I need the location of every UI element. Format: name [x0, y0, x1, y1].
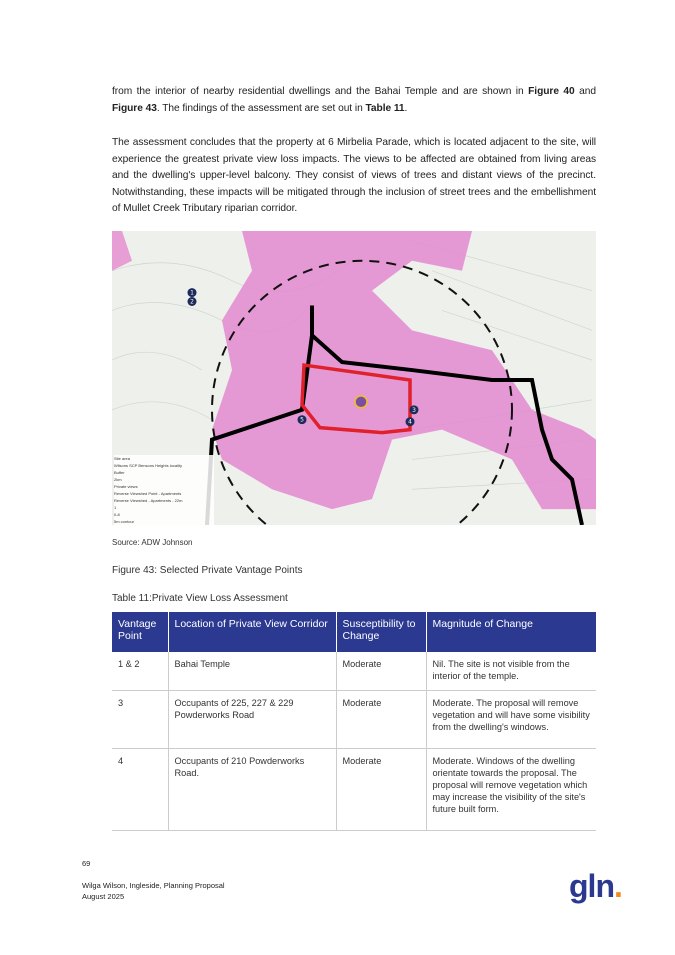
svg-text:5: 5	[300, 416, 304, 424]
vantage-points-map	[112, 231, 596, 525]
paragraph-conclusion: The assessment concludes that the property at 6 Mirbelia Parade, which is located adjacent to the site, will experience the greatest private view loss impacts. The views to be affected are obtained from living areas and the dwelling's upper-level balcony. They consist of views of trees and distant views of the precinct. Notwithstanding, these impacts will be mitigated through the inclusion of street trees and the embellishment of Mullet Creek Tributary riparian corridor.	[112, 137, 596, 214]
figure-43-ref: Figure 43	[112, 102, 157, 114]
svg-text:4: 4	[408, 418, 412, 426]
figure-source: Source: ADW Johnson	[112, 538, 193, 547]
svg-text:3: 3	[412, 406, 416, 414]
figure-40-ref: Figure 40	[528, 86, 575, 97]
cell-magnitude: Moderate. The proposal will remove vegetation and will have some visibility from the dwelling's windows.	[426, 691, 596, 749]
cell-magnitude: Nil. The site is not visible from the interior of the temple.	[426, 652, 596, 691]
figure-caption: Figure 43: Selected Private Vantage Points	[112, 565, 303, 576]
paragraph-intro: from the interior of nearby residential dwellings and the Bahai Temple and are shown in Figure 40 and Figure 43. The findings of the assessment are set out in Table 11.	[112, 86, 596, 114]
header-susceptibility: Susceptibility to Change	[336, 612, 426, 652]
cell-vantage: 4	[112, 749, 168, 831]
private-view-loss-table	[112, 612, 596, 831]
cell-susceptibility: Moderate	[336, 652, 426, 691]
table-header-row	[112, 612, 596, 652]
header-location: Location of Private View Corridor	[168, 612, 336, 652]
svg-text:1: 1	[190, 289, 194, 297]
footer-title: Wilga Wilson, Ingleside, Planning Proposal	[82, 881, 225, 890]
map-legend: Site area Wilsons SCP Bensons Heights locality Buffer 2km Private views Reverse Viewshed Point - Apartments Reverse Viewshed - Apartments - 22m 1 0-8 5m contour	[114, 455, 214, 525]
footer-date: August 2025	[82, 892, 125, 901]
cell-vantage: 3	[112, 691, 168, 749]
header-vantage-point: Vantage Point	[112, 612, 168, 652]
cell-magnitude: Moderate. Windows of the dwelling orientate towards the proposal. The proposal will remove vegetation which may increase the visibility of the site's future built form.	[426, 749, 596, 831]
svg-text:2: 2	[190, 298, 194, 306]
cell-vantage: 1 & 2	[112, 652, 168, 691]
header-magnitude: Magnitude of Change	[426, 612, 596, 652]
gln-logo: gln.	[569, 868, 622, 904]
cell-susceptibility: Moderate	[336, 691, 426, 749]
footer-text	[82, 880, 225, 902]
page-number: 69	[82, 859, 91, 868]
cell-susceptibility: Moderate	[336, 749, 426, 831]
table-row	[112, 652, 596, 691]
table-caption: Table 11:Private View Loss Assessment	[112, 593, 288, 604]
table-row	[112, 691, 596, 749]
cell-location: Occupants of 225, 227 & 229 Powderworks Road	[168, 691, 336, 749]
table-row	[112, 749, 596, 831]
table-11-ref: Table 11	[365, 102, 405, 114]
cell-location: Occupants of 210 Powderworks Road.	[168, 749, 336, 831]
cell-location: Bahai Temple	[168, 652, 336, 691]
